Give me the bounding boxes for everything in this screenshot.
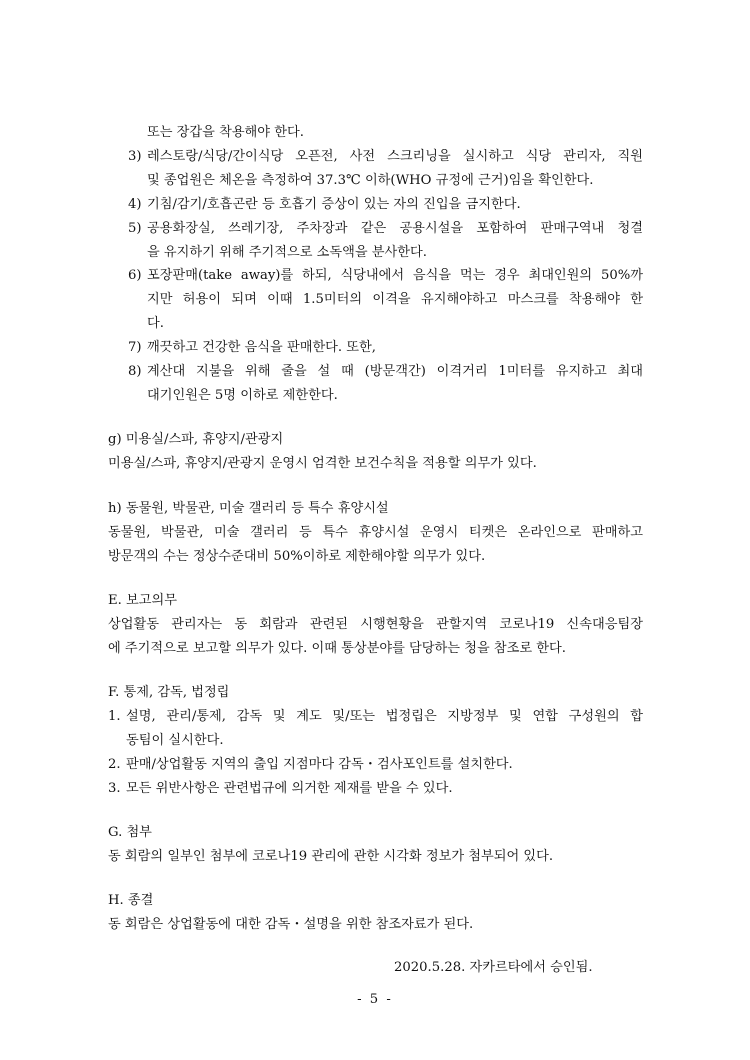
list-item-text: 설명, 관리/통제, 감독 및 계도 및/또는 법정립은 지방정부 및 연합 구성원의 합 (126, 709, 643, 724)
list-item-text: 및 종업원은 체온을 측정하여 37.3℃ 이하(WHO 규정에 근거)임을 확인한다. (147, 173, 594, 188)
section-body-line: 동 회람의 일부인 첨부에 코로나19 관리에 관한 시각화 정보가 첨부되어 있다. (108, 849, 554, 864)
section-heading: h) 동물원, 박물관, 미술 갤러리 등 특수 휴양시설 (108, 501, 389, 516)
list-item-text: 동팀이 실시한다. (126, 733, 224, 748)
list-item-text: 기침/감기/호흡곤란 등 호흡기 증상이 있는 자의 진입을 금지한다. (147, 197, 521, 212)
section-body-line: 미용실/스파, 휴양지/관광지 운영시 엄격한 보건수칙을 적용할 의무가 있다. (108, 456, 537, 471)
section-body-line: 동 회람은 상업활동에 대한 감독・설명을 위한 참조자료가 된다. (108, 917, 474, 932)
list-item-text: 깨끗하고 건강한 음식을 판매한다. 또한, (147, 340, 376, 355)
list-item-text: 을 유지하기 위해 주기적으로 소독액을 분사한다. (147, 245, 427, 260)
list-item-number: 5) (128, 221, 142, 236)
section-body-line: 방문객의 수는 정상수준대비 50%이하로 제한해야할 의무가 있다. (108, 549, 486, 564)
approval-signature: 2020.5.28. 자카르타에서 승인됨. (394, 960, 593, 975)
list-item-text: 공용화장실, 쓰레기장, 주차장과 같은 공용시설을 포함하여 판매구역내 청결 (147, 221, 643, 236)
list-continuation: 또는 장갑을 착용해야 한다. (147, 125, 304, 140)
list-item-number: 2. (108, 757, 121, 772)
list-item-text: 다. (147, 316, 164, 331)
list-item-number: 7) (128, 340, 142, 355)
list-item-number: 3) (128, 149, 142, 164)
section-body-line: 동물원, 박물관, 미술 갤러리 등 특수 휴양시설 운영시 티켓은 온라인으로 판매하고 (108, 525, 643, 540)
section-body-line: 에 주기적으로 보고할 의무가 있다. 이때 통상분야를 담당하는 청을 참조로 한다. (108, 641, 566, 656)
list-item-number: 8) (128, 364, 142, 379)
page-number: - 5 - (357, 992, 393, 1007)
section-heading: g) 미용실/스파, 휴양지/관광지 (108, 432, 284, 447)
section-heading: F. 통제, 감독, 법정립 (108, 685, 230, 700)
list-item-text: 모든 위반사항은 관련법규에 의거한 제재를 받을 수 있다. (126, 781, 453, 796)
list-item-number: 6) (128, 268, 142, 283)
list-item-text: 판매/상업활동 지역의 출입 지점마다 감독・검사포인트를 설치한다. (126, 757, 513, 772)
section-heading: E. 보고의무 (108, 593, 177, 608)
list-item-number: 1. (108, 709, 121, 724)
list-item-text: 레스토랑/식당/간이식당 오픈전, 사전 스크리닝을 실시하고 식당 관리자, 직원 (147, 149, 643, 164)
section-heading: H. 종결 (108, 893, 154, 908)
list-item-text: 계산대 지불을 위해 줄을 설 때 (방문객간) 이격거리 1미터를 유지하고 최대 (147, 364, 643, 379)
list-item-text: 지만 허용이 되며 이때 1.5미터의 이격을 유지해야하고 마스크를 착용해야 한 (147, 292, 643, 307)
list-item-text: 대기인원은 5명 이하로 제한한다. (147, 388, 338, 403)
list-item-number: 3. (108, 781, 121, 796)
list-item-number: 4) (128, 197, 142, 212)
list-item-text: 포장판매(take away)를 하되, 식당내에서 음식을 먹는 경우 최대인원의 50%까 (147, 268, 643, 283)
section-body-line: 상업활동 관리자는 동 회람과 관련된 시행현황을 관할지역 코로나19 신속대응팀장 (108, 617, 643, 632)
section-heading: G. 첨부 (108, 825, 152, 840)
